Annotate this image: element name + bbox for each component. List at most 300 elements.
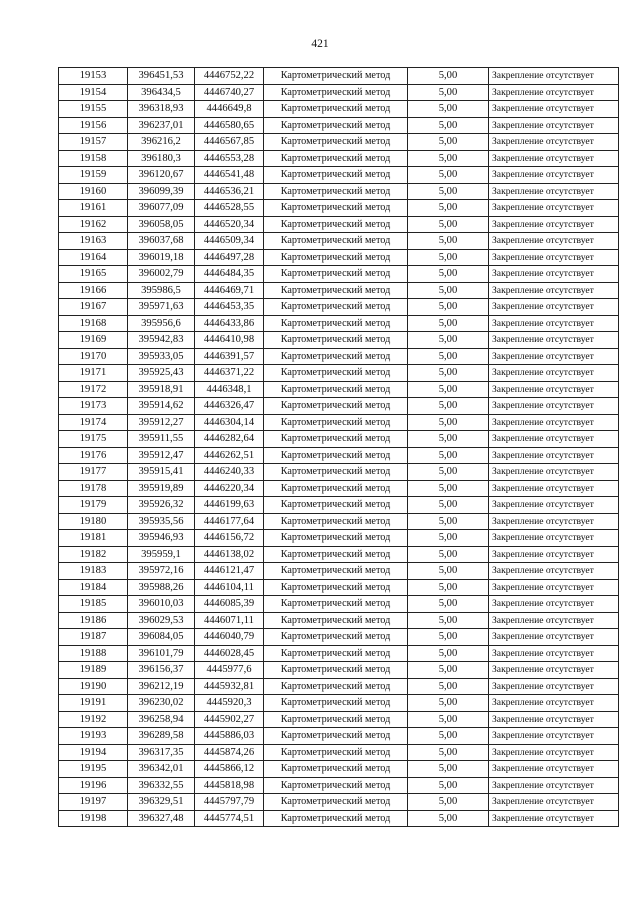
y-coordinate-cell: 4446028,45 <box>195 645 264 662</box>
point-number-cell: 19169 <box>59 332 128 349</box>
method-cell: Картометрический метод <box>264 464 408 481</box>
point-number-cell: 19187 <box>59 629 128 646</box>
y-coordinate-cell: 4446177,64 <box>195 513 264 530</box>
x-coordinate-cell: 396212,19 <box>128 678 195 695</box>
x-coordinate-cell: 396451,53 <box>128 68 195 85</box>
coordinates-table <box>58 67 619 827</box>
method-cell: Картометрический метод <box>264 662 408 679</box>
method-cell: Картометрический метод <box>264 546 408 563</box>
table-row <box>59 728 619 745</box>
accuracy-cell: 5,00 <box>408 134 489 151</box>
fixing-cell: Закрепление отсутствует <box>489 183 619 200</box>
fixing-cell: Закрепление отсутствует <box>489 167 619 184</box>
y-coordinate-cell: 4446156,72 <box>195 530 264 547</box>
point-number-cell: 19188 <box>59 645 128 662</box>
x-coordinate-cell: 396101,79 <box>128 645 195 662</box>
fixing-cell: Закрепление отсутствует <box>489 678 619 695</box>
method-cell: Картометрический метод <box>264 480 408 497</box>
y-coordinate-cell: 4446085,39 <box>195 596 264 613</box>
y-coordinate-cell: 4446040,79 <box>195 629 264 646</box>
point-number-cell: 19164 <box>59 249 128 266</box>
accuracy-cell: 5,00 <box>408 183 489 200</box>
y-coordinate-cell: 4446304,14 <box>195 414 264 431</box>
method-cell: Картометрический метод <box>264 563 408 580</box>
table-row <box>59 794 619 811</box>
method-cell: Картометрический метод <box>264 728 408 745</box>
method-cell: Картометрический метод <box>264 596 408 613</box>
fixing-cell: Закрепление отсутствует <box>489 563 619 580</box>
fixing-cell: Закрепление отсутствует <box>489 150 619 167</box>
table-row <box>59 678 619 695</box>
table-row <box>59 299 619 316</box>
fixing-cell: Закрепление отсутствует <box>489 810 619 827</box>
fixing-cell: Закрепление отсутствует <box>489 299 619 316</box>
accuracy-cell: 5,00 <box>408 414 489 431</box>
fixing-cell: Закрепление отсутствует <box>489 744 619 761</box>
x-coordinate-cell: 396029,53 <box>128 612 195 629</box>
x-coordinate-cell: 396332,55 <box>128 777 195 794</box>
accuracy-cell: 5,00 <box>408 282 489 299</box>
accuracy-cell: 5,00 <box>408 761 489 778</box>
x-coordinate-cell: 395971,63 <box>128 299 195 316</box>
y-coordinate-cell: 4446484,35 <box>195 266 264 283</box>
point-number-cell: 19168 <box>59 315 128 332</box>
table-row <box>59 101 619 118</box>
accuracy-cell: 5,00 <box>408 662 489 679</box>
y-coordinate-cell: 4445920,3 <box>195 695 264 712</box>
y-coordinate-cell: 4446520,34 <box>195 216 264 233</box>
fixing-cell: Закрепление отсутствует <box>489 777 619 794</box>
accuracy-cell: 5,00 <box>408 447 489 464</box>
table-row <box>59 216 619 233</box>
y-coordinate-cell: 4446433,86 <box>195 315 264 332</box>
fixing-cell: Закрепление отсутствует <box>489 530 619 547</box>
accuracy-cell: 5,00 <box>408 332 489 349</box>
point-number-cell: 19177 <box>59 464 128 481</box>
method-cell: Картометрический метод <box>264 678 408 695</box>
fixing-cell: Закрепление отсутствует <box>489 134 619 151</box>
y-coordinate-cell: 4445866,12 <box>195 761 264 778</box>
accuracy-cell: 5,00 <box>408 68 489 85</box>
point-number-cell: 19197 <box>59 794 128 811</box>
point-number-cell: 19192 <box>59 711 128 728</box>
x-coordinate-cell: 396216,2 <box>128 134 195 151</box>
fixing-cell: Закрепление отсутствует <box>489 794 619 811</box>
accuracy-cell: 5,00 <box>408 249 489 266</box>
table-row <box>59 546 619 563</box>
accuracy-cell: 5,00 <box>408 480 489 497</box>
y-coordinate-cell: 4446580,65 <box>195 117 264 134</box>
fixing-cell: Закрепление отсутствует <box>489 464 619 481</box>
table-row <box>59 200 619 217</box>
method-cell: Картометрический метод <box>264 398 408 415</box>
method-cell: Картометрический метод <box>264 695 408 712</box>
accuracy-cell: 5,00 <box>408 84 489 101</box>
table-row <box>59 645 619 662</box>
accuracy-cell: 5,00 <box>408 117 489 134</box>
table-row <box>59 761 619 778</box>
x-coordinate-cell: 395915,41 <box>128 464 195 481</box>
method-cell: Картометрический метод <box>264 68 408 85</box>
fixing-cell: Закрепление отсутствует <box>489 596 619 613</box>
y-coordinate-cell: 4446104,11 <box>195 579 264 596</box>
method-cell: Картометрический метод <box>264 249 408 266</box>
y-coordinate-cell: 4445818,98 <box>195 777 264 794</box>
method-cell: Картометрический метод <box>264 134 408 151</box>
fixing-cell: Закрепление отсутствует <box>489 579 619 596</box>
fixing-cell: Закрепление отсутствует <box>489 612 619 629</box>
point-number-cell: 19157 <box>59 134 128 151</box>
point-number-cell: 19176 <box>59 447 128 464</box>
x-coordinate-cell: 395986,5 <box>128 282 195 299</box>
point-number-cell: 19161 <box>59 200 128 217</box>
table-row <box>59 167 619 184</box>
x-coordinate-cell: 395946,93 <box>128 530 195 547</box>
accuracy-cell: 5,00 <box>408 579 489 596</box>
fixing-cell: Закрепление отсутствует <box>489 200 619 217</box>
accuracy-cell: 5,00 <box>408 365 489 382</box>
x-coordinate-cell: 396237,01 <box>128 117 195 134</box>
method-cell: Картометрический метод <box>264 200 408 217</box>
point-number-cell: 19184 <box>59 579 128 596</box>
fixing-cell: Закрепление отсутствует <box>489 249 619 266</box>
fixing-cell: Закрепление отсутствует <box>489 761 619 778</box>
accuracy-cell: 5,00 <box>408 348 489 365</box>
x-coordinate-cell: 396058,05 <box>128 216 195 233</box>
fixing-cell: Закрепление отсутствует <box>489 266 619 283</box>
x-coordinate-cell: 396156,37 <box>128 662 195 679</box>
accuracy-cell: 5,00 <box>408 299 489 316</box>
table-row <box>59 777 619 794</box>
method-cell: Картометрический метод <box>264 381 408 398</box>
table-row <box>59 183 619 200</box>
method-cell: Картометрический метод <box>264 744 408 761</box>
point-number-cell: 19172 <box>59 381 128 398</box>
y-coordinate-cell: 4446553,28 <box>195 150 264 167</box>
fixing-cell: Закрепление отсутствует <box>489 629 619 646</box>
point-number-cell: 19174 <box>59 414 128 431</box>
y-coordinate-cell: 4445874,26 <box>195 744 264 761</box>
table-row <box>59 431 619 448</box>
y-coordinate-cell: 4446453,35 <box>195 299 264 316</box>
point-number-cell: 19180 <box>59 513 128 530</box>
x-coordinate-cell: 395919,89 <box>128 480 195 497</box>
point-number-cell: 19159 <box>59 167 128 184</box>
point-number-cell: 19185 <box>59 596 128 613</box>
point-number-cell: 19189 <box>59 662 128 679</box>
y-coordinate-cell: 4446740,27 <box>195 84 264 101</box>
fixing-cell: Закрепление отсутствует <box>489 365 619 382</box>
accuracy-cell: 5,00 <box>408 381 489 398</box>
point-number-cell: 19198 <box>59 810 128 827</box>
method-cell: Картометрический метод <box>264 579 408 596</box>
table-row <box>59 134 619 151</box>
method-cell: Картометрический метод <box>264 150 408 167</box>
accuracy-cell: 5,00 <box>408 167 489 184</box>
y-coordinate-cell: 4445977,6 <box>195 662 264 679</box>
y-coordinate-cell: 4445886,03 <box>195 728 264 745</box>
method-cell: Картометрический метод <box>264 183 408 200</box>
table-row <box>59 414 619 431</box>
method-cell: Картометрический метод <box>264 447 408 464</box>
point-number-cell: 19195 <box>59 761 128 778</box>
fixing-cell: Закрепление отсутствует <box>489 414 619 431</box>
table-row <box>59 513 619 530</box>
point-number-cell: 19194 <box>59 744 128 761</box>
accuracy-cell: 5,00 <box>408 431 489 448</box>
method-cell: Картометрический метод <box>264 513 408 530</box>
x-coordinate-cell: 396230,02 <box>128 695 195 712</box>
accuracy-cell: 5,00 <box>408 398 489 415</box>
method-cell: Картометрический метод <box>264 348 408 365</box>
fixing-cell: Закрепление отсутствует <box>489 546 619 563</box>
fixing-cell: Закрепление отсутствует <box>489 315 619 332</box>
table-row <box>59 348 619 365</box>
y-coordinate-cell: 4446752,22 <box>195 68 264 85</box>
table-row <box>59 233 619 250</box>
y-coordinate-cell: 4446567,85 <box>195 134 264 151</box>
x-coordinate-cell: 395918,91 <box>128 381 195 398</box>
x-coordinate-cell: 395912,47 <box>128 447 195 464</box>
point-number-cell: 19163 <box>59 233 128 250</box>
y-coordinate-cell: 4446541,48 <box>195 167 264 184</box>
coordinates-table-body <box>59 68 619 827</box>
table-row <box>59 810 619 827</box>
y-coordinate-cell: 4445932,81 <box>195 678 264 695</box>
x-coordinate-cell: 395956,6 <box>128 315 195 332</box>
accuracy-cell: 5,00 <box>408 563 489 580</box>
accuracy-cell: 5,00 <box>408 513 489 530</box>
method-cell: Картометрический метод <box>264 282 408 299</box>
x-coordinate-cell: 395926,32 <box>128 497 195 514</box>
fixing-cell: Закрепление отсутствует <box>489 332 619 349</box>
x-coordinate-cell: 395911,55 <box>128 431 195 448</box>
method-cell: Картометрический метод <box>264 497 408 514</box>
point-number-cell: 19155 <box>59 101 128 118</box>
x-coordinate-cell: 396317,35 <box>128 744 195 761</box>
method-cell: Картометрический метод <box>264 216 408 233</box>
point-number-cell: 19182 <box>59 546 128 563</box>
method-cell: Картометрический метод <box>264 777 408 794</box>
table-row <box>59 744 619 761</box>
y-coordinate-cell: 4446528,55 <box>195 200 264 217</box>
point-number-cell: 19162 <box>59 216 128 233</box>
y-coordinate-cell: 4446138,02 <box>195 546 264 563</box>
accuracy-cell: 5,00 <box>408 546 489 563</box>
accuracy-cell: 5,00 <box>408 530 489 547</box>
table-row <box>59 695 619 712</box>
table-row <box>59 596 619 613</box>
accuracy-cell: 5,00 <box>408 728 489 745</box>
accuracy-cell: 5,00 <box>408 810 489 827</box>
method-cell: Картометрический метод <box>264 612 408 629</box>
method-cell: Картометрический метод <box>264 794 408 811</box>
method-cell: Картометрический метод <box>264 431 408 448</box>
x-coordinate-cell: 395914,62 <box>128 398 195 415</box>
y-coordinate-cell: 4446262,51 <box>195 447 264 464</box>
x-coordinate-cell: 396002,79 <box>128 266 195 283</box>
method-cell: Картометрический метод <box>264 117 408 134</box>
x-coordinate-cell: 395988,26 <box>128 579 195 596</box>
method-cell: Картометрический метод <box>264 299 408 316</box>
fixing-cell: Закрепление отсутствует <box>489 282 619 299</box>
x-coordinate-cell: 395912,27 <box>128 414 195 431</box>
point-number-cell: 19178 <box>59 480 128 497</box>
x-coordinate-cell: 395925,43 <box>128 365 195 382</box>
accuracy-cell: 5,00 <box>408 216 489 233</box>
accuracy-cell: 5,00 <box>408 612 489 629</box>
table-row <box>59 365 619 382</box>
table-row <box>59 497 619 514</box>
x-coordinate-cell: 396258,94 <box>128 711 195 728</box>
table-row <box>59 711 619 728</box>
table-row <box>59 332 619 349</box>
method-cell: Картометрический метод <box>264 167 408 184</box>
point-number-cell: 19183 <box>59 563 128 580</box>
method-cell: Картометрический метод <box>264 332 408 349</box>
y-coordinate-cell: 4446240,33 <box>195 464 264 481</box>
x-coordinate-cell: 396019,18 <box>128 249 195 266</box>
fixing-cell: Закрепление отсутствует <box>489 101 619 118</box>
y-coordinate-cell: 4446199,63 <box>195 497 264 514</box>
x-coordinate-cell: 395933,05 <box>128 348 195 365</box>
method-cell: Картометрический метод <box>264 761 408 778</box>
x-coordinate-cell: 396010,03 <box>128 596 195 613</box>
point-number-cell: 19156 <box>59 117 128 134</box>
method-cell: Картометрический метод <box>264 101 408 118</box>
y-coordinate-cell: 4446371,22 <box>195 365 264 382</box>
accuracy-cell: 5,00 <box>408 497 489 514</box>
accuracy-cell: 5,00 <box>408 596 489 613</box>
point-number-cell: 19171 <box>59 365 128 382</box>
fixing-cell: Закрепление отсутствует <box>489 233 619 250</box>
accuracy-cell: 5,00 <box>408 777 489 794</box>
x-coordinate-cell: 396037,68 <box>128 233 195 250</box>
point-number-cell: 19179 <box>59 497 128 514</box>
y-coordinate-cell: 4446469,71 <box>195 282 264 299</box>
accuracy-cell: 5,00 <box>408 645 489 662</box>
y-coordinate-cell: 4445774,51 <box>195 810 264 827</box>
accuracy-cell: 5,00 <box>408 629 489 646</box>
table-row <box>59 117 619 134</box>
accuracy-cell: 5,00 <box>408 315 489 332</box>
accuracy-cell: 5,00 <box>408 464 489 481</box>
fixing-cell: Закрепление отсутствует <box>489 711 619 728</box>
table-row <box>59 579 619 596</box>
method-cell: Картометрический метод <box>264 645 408 662</box>
point-number-cell: 19186 <box>59 612 128 629</box>
point-number-cell: 19160 <box>59 183 128 200</box>
fixing-cell: Закрепление отсутствует <box>489 447 619 464</box>
accuracy-cell: 5,00 <box>408 678 489 695</box>
point-number-cell: 19181 <box>59 530 128 547</box>
point-number-cell: 19170 <box>59 348 128 365</box>
table-row <box>59 381 619 398</box>
y-coordinate-cell: 4446536,21 <box>195 183 264 200</box>
point-number-cell: 19154 <box>59 84 128 101</box>
y-coordinate-cell: 4445902,27 <box>195 711 264 728</box>
x-coordinate-cell: 396180,3 <box>128 150 195 167</box>
method-cell: Картометрический метод <box>264 629 408 646</box>
accuracy-cell: 5,00 <box>408 150 489 167</box>
table-row <box>59 629 619 646</box>
x-coordinate-cell: 396329,51 <box>128 794 195 811</box>
y-coordinate-cell: 4446220,34 <box>195 480 264 497</box>
fixing-cell: Закрепление отсутствует <box>489 84 619 101</box>
accuracy-cell: 5,00 <box>408 695 489 712</box>
table-row <box>59 282 619 299</box>
accuracy-cell: 5,00 <box>408 266 489 283</box>
y-coordinate-cell: 4446071,11 <box>195 612 264 629</box>
point-number-cell: 19191 <box>59 695 128 712</box>
fixing-cell: Закрепление отсутствует <box>489 348 619 365</box>
method-cell: Картометрический метод <box>264 810 408 827</box>
accuracy-cell: 5,00 <box>408 794 489 811</box>
x-coordinate-cell: 396289,58 <box>128 728 195 745</box>
y-coordinate-cell: 4446348,1 <box>195 381 264 398</box>
fixing-cell: Закрепление отсутствует <box>489 728 619 745</box>
fixing-cell: Закрепление отсутствует <box>489 645 619 662</box>
x-coordinate-cell: 396318,93 <box>128 101 195 118</box>
point-number-cell: 19173 <box>59 398 128 415</box>
y-coordinate-cell: 4446649,8 <box>195 101 264 118</box>
page-number: 421 <box>311 38 329 50</box>
y-coordinate-cell: 4446391,57 <box>195 348 264 365</box>
table-row <box>59 447 619 464</box>
accuracy-cell: 5,00 <box>408 200 489 217</box>
point-number-cell: 19190 <box>59 678 128 695</box>
x-coordinate-cell: 396084,05 <box>128 629 195 646</box>
x-coordinate-cell: 396434,5 <box>128 84 195 101</box>
x-coordinate-cell: 395959,1 <box>128 546 195 563</box>
x-coordinate-cell: 395935,56 <box>128 513 195 530</box>
y-coordinate-cell: 4446282,64 <box>195 431 264 448</box>
fixing-cell: Закрепление отсутствует <box>489 68 619 85</box>
point-number-cell: 19167 <box>59 299 128 316</box>
y-coordinate-cell: 4446326,47 <box>195 398 264 415</box>
y-coordinate-cell: 4445797,79 <box>195 794 264 811</box>
x-coordinate-cell: 396099,39 <box>128 183 195 200</box>
accuracy-cell: 5,00 <box>408 233 489 250</box>
fixing-cell: Закрепление отсутствует <box>489 513 619 530</box>
fixing-cell: Закрепление отсутствует <box>489 431 619 448</box>
fixing-cell: Закрепление отсутствует <box>489 662 619 679</box>
table-row <box>59 84 619 101</box>
accuracy-cell: 5,00 <box>408 711 489 728</box>
accuracy-cell: 5,00 <box>408 101 489 118</box>
table-row <box>59 530 619 547</box>
y-coordinate-cell: 4446410,98 <box>195 332 264 349</box>
table-row <box>59 563 619 580</box>
point-number-cell: 19196 <box>59 777 128 794</box>
table-row <box>59 150 619 167</box>
y-coordinate-cell: 4446121,47 <box>195 563 264 580</box>
table-row <box>59 315 619 332</box>
fixing-cell: Закрепление отсутствует <box>489 117 619 134</box>
fixing-cell: Закрепление отсутствует <box>489 398 619 415</box>
table-row <box>59 249 619 266</box>
y-coordinate-cell: 4446497,28 <box>195 249 264 266</box>
x-coordinate-cell: 395942,83 <box>128 332 195 349</box>
method-cell: Картометрический метод <box>264 365 408 382</box>
point-number-cell: 19193 <box>59 728 128 745</box>
point-number-cell: 19158 <box>59 150 128 167</box>
fixing-cell: Закрепление отсутствует <box>489 381 619 398</box>
method-cell: Картометрический метод <box>264 414 408 431</box>
point-number-cell: 19175 <box>59 431 128 448</box>
table-row <box>59 68 619 85</box>
table-row <box>59 612 619 629</box>
